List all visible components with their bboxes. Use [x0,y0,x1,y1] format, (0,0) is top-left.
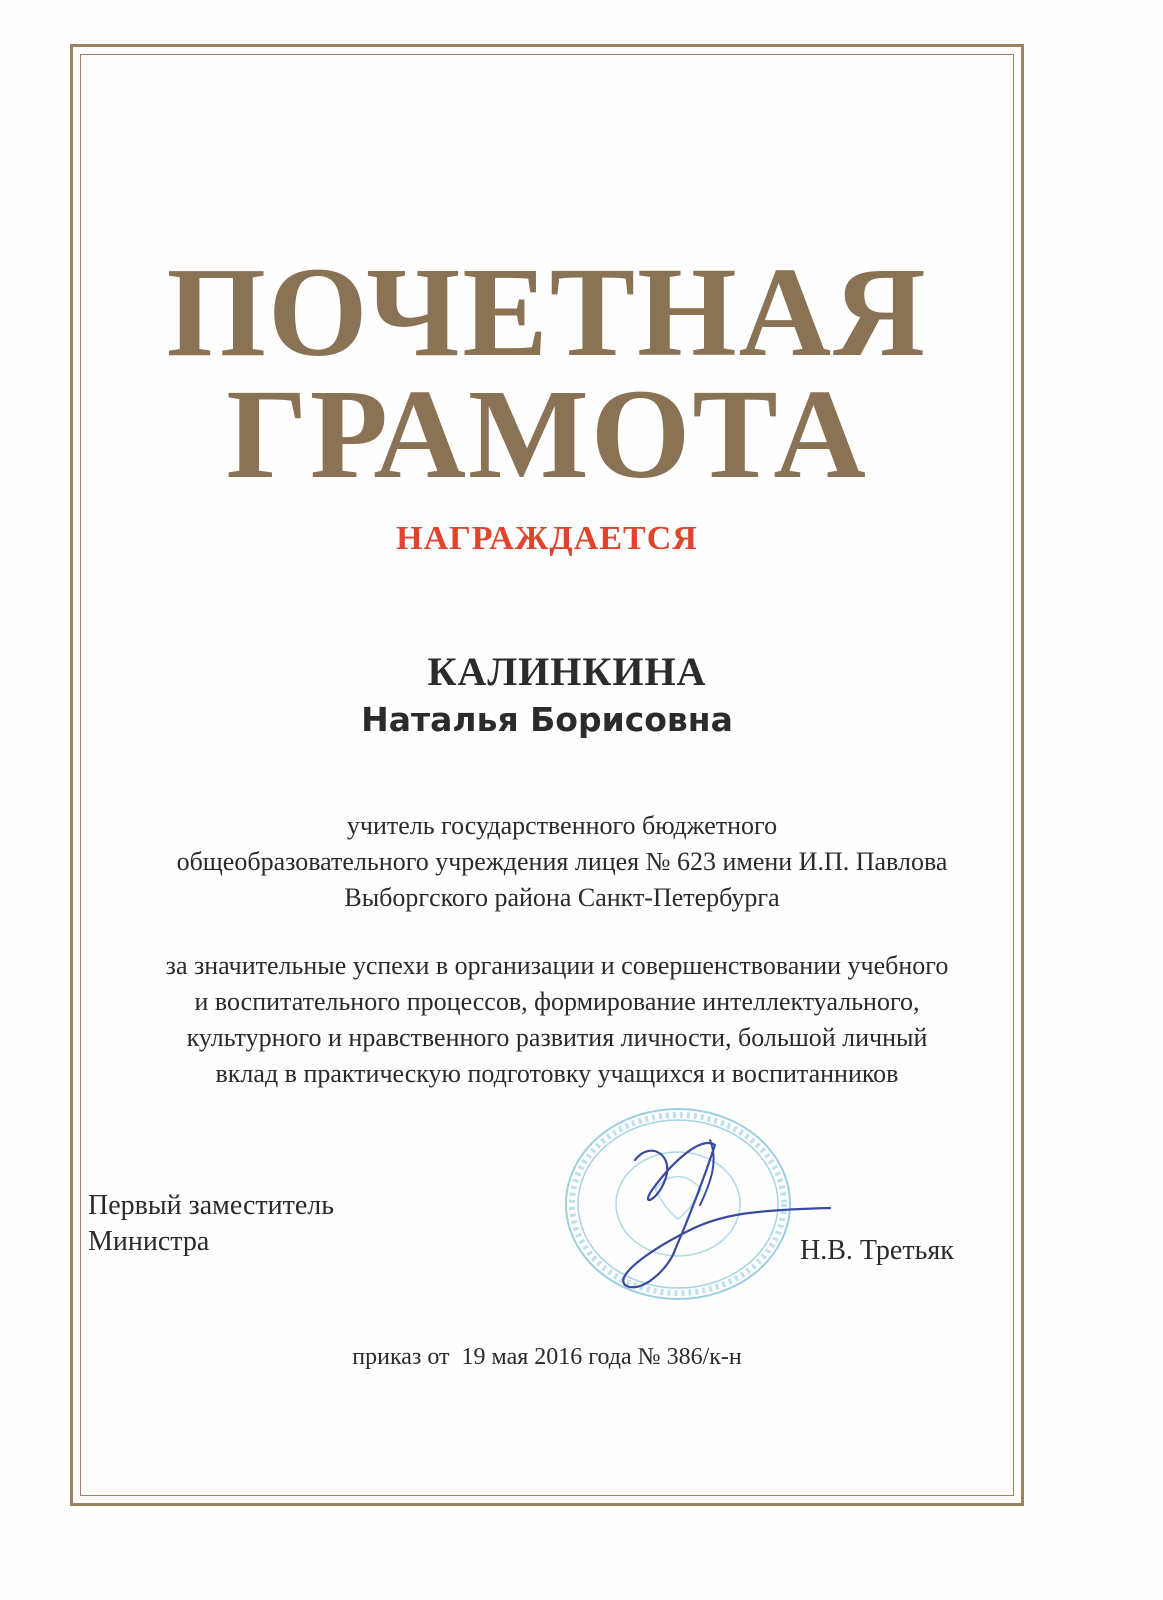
award-reason [80,948,1014,1092]
reason-line: за значительные успехи в организации и совершенствовании учебного [165,951,949,980]
recipient-given-names: Наталья Борисовна [361,700,733,739]
title-line-2: ГРАМОТА [226,363,868,505]
position-line: учитель государственного бюджетного [346,811,778,840]
position-line: общеобразовательного учреждения лицея № 623 имени И.П. Павлова [176,847,948,876]
reason-line: культурного и нравственного развития личности, большой личный [186,1023,928,1052]
awarded-label: НАГРАЖДАЕТСЯ [396,520,698,557]
signer-name: Н.В. Третьяк [800,1235,954,1266]
recipient-surname: КАЛИНКИНА [427,649,707,694]
order-reference: приказ от 19 мая 2016 года № 386/к-н [352,1344,742,1370]
recipient-position [80,808,1014,916]
reason-line: и воспитательного процессов, формирование интеллектуального, [194,987,920,1016]
signer-role-line: Первый заместитель [88,1190,335,1221]
handwritten-signature [580,1120,840,1300]
position-line: Выборгского района Санкт-Петербурга [344,883,780,912]
reason-line: вклад в практическую подготовку учащихся и воспитанников [215,1059,899,1088]
signer-role-line: Министра [88,1226,210,1257]
title-line-1: ПОЧЕТНАЯ [166,241,928,383]
signer-role [88,1188,334,1260]
